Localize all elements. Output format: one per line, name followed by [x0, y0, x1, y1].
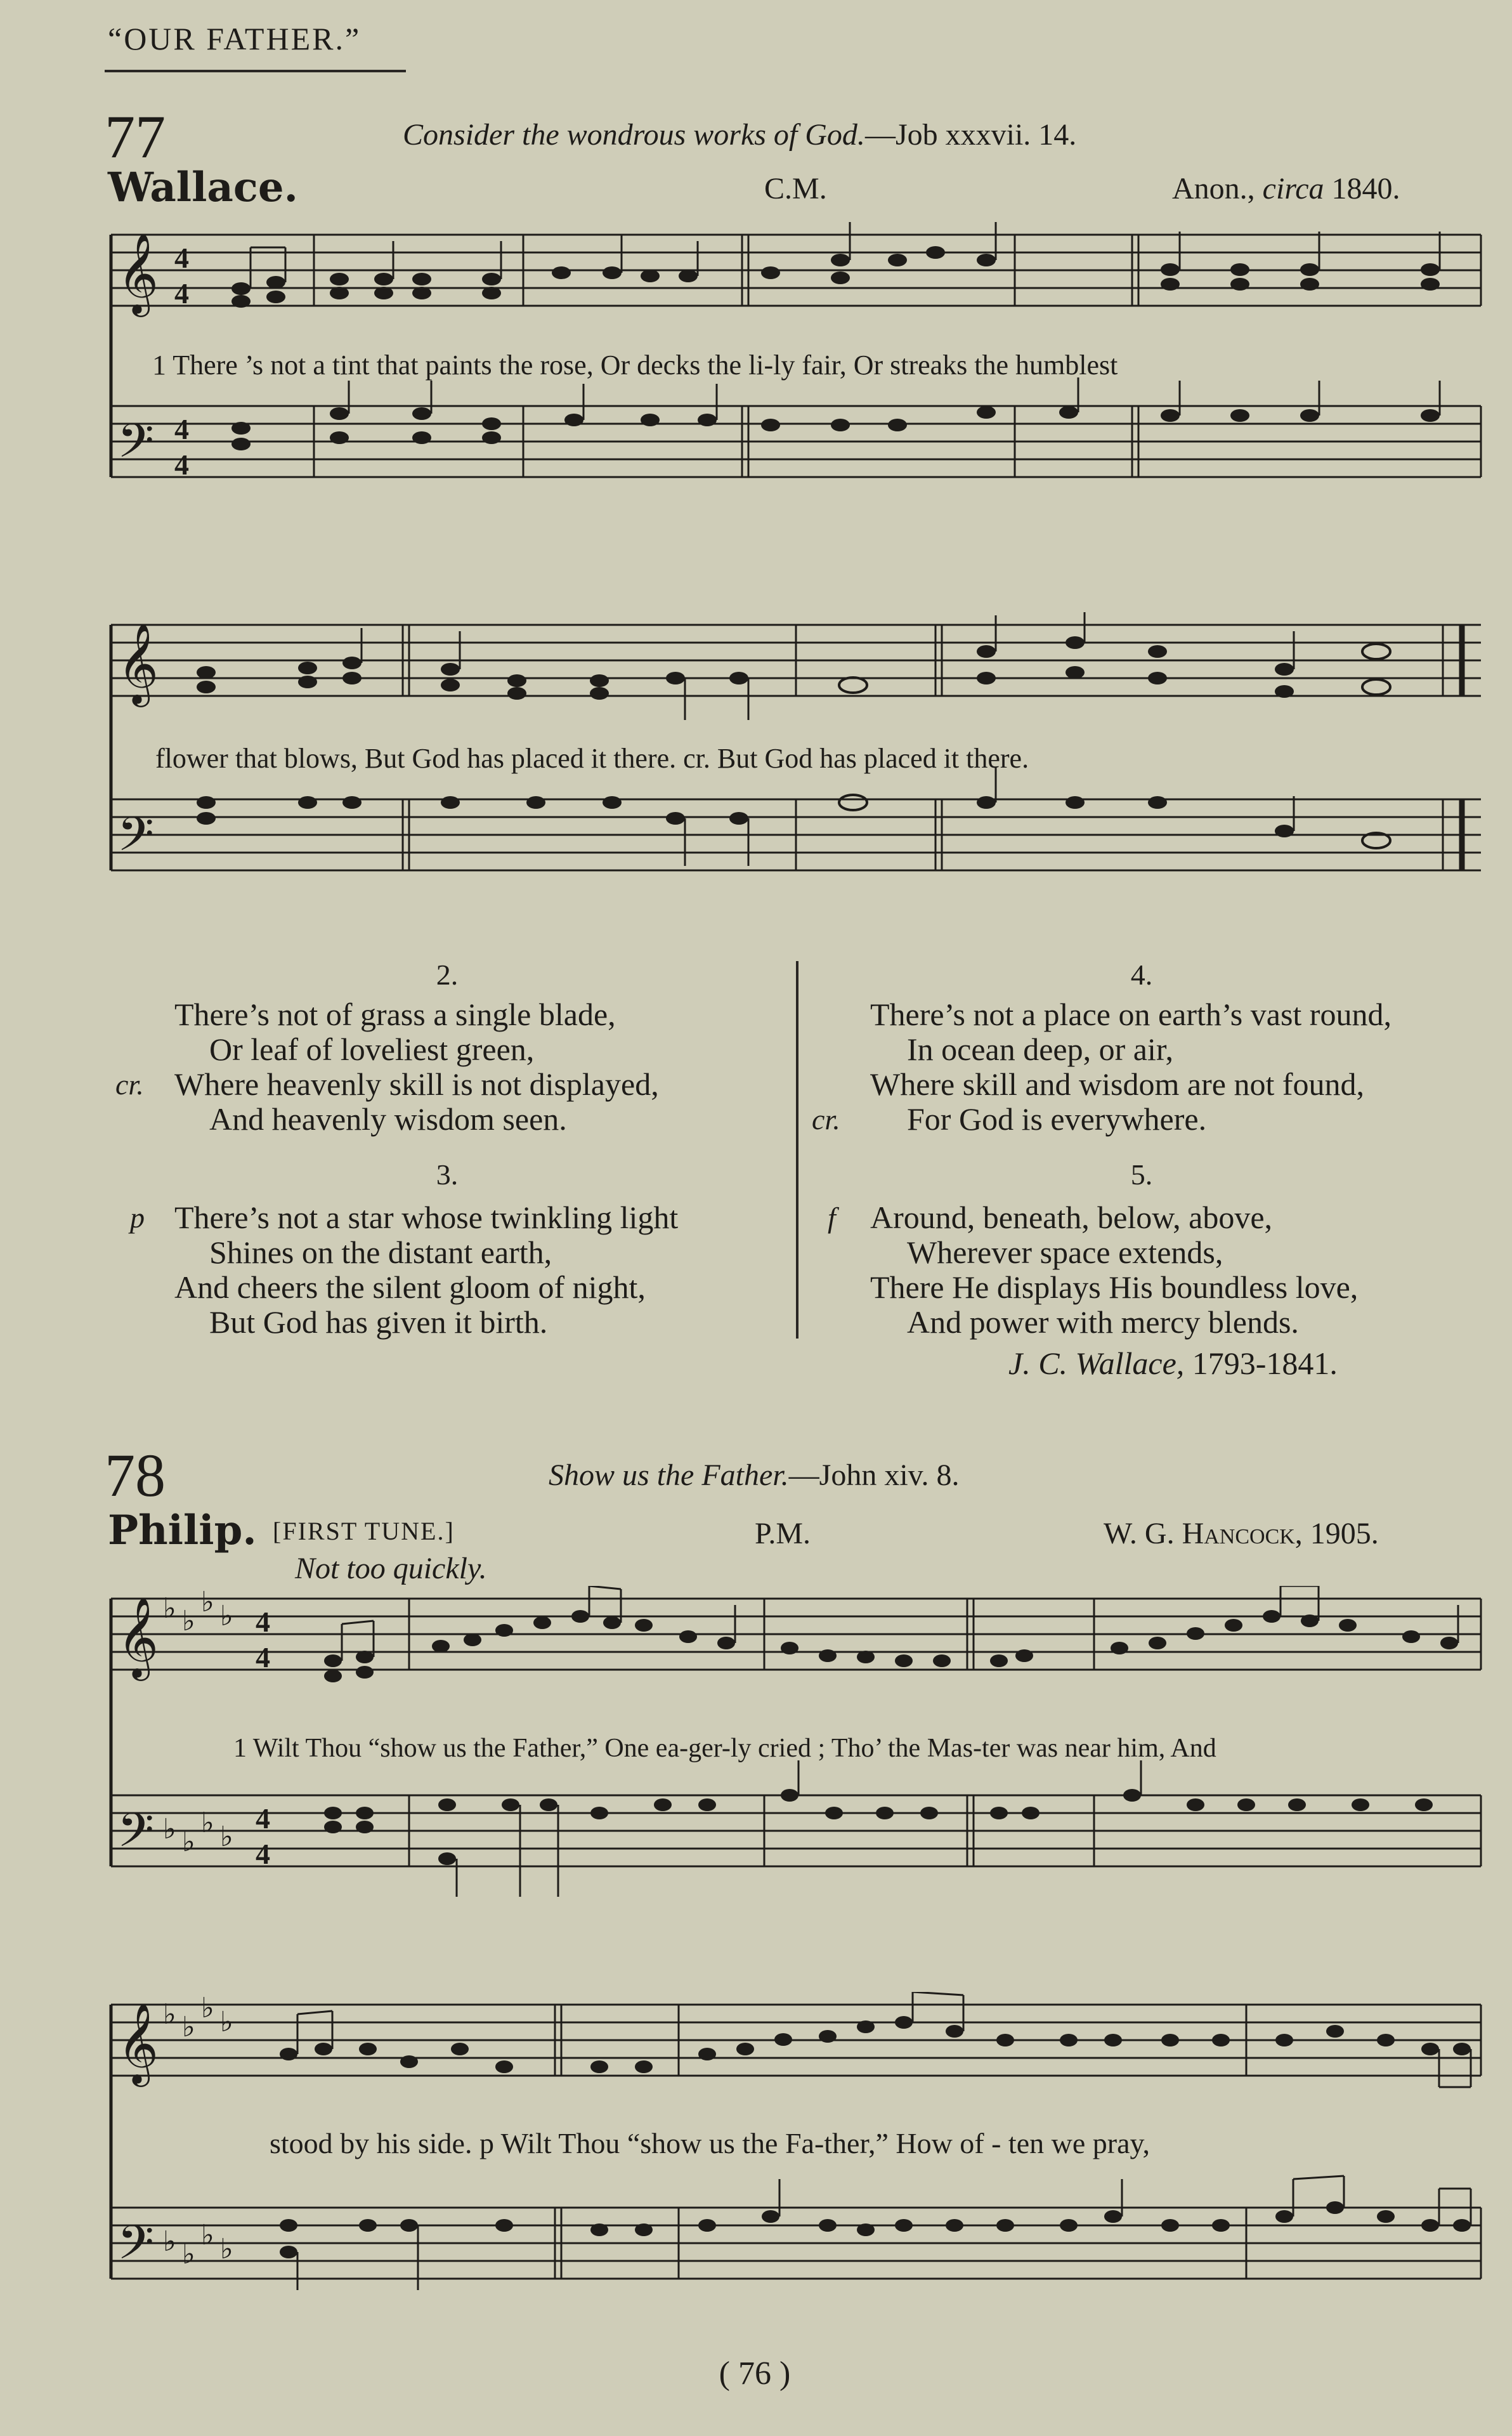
verse-5-number: 5. [1130, 1158, 1153, 1191]
hymn77-scripture-ref: —Job xxxvii. 14. [864, 118, 1077, 152]
svg-text:𝄞: 𝄞 [117, 622, 159, 704]
svg-text:♭: ♭ [163, 1999, 176, 2030]
svg-text:♭: ♭ [220, 1821, 233, 1852]
hymn78-system-2-score [105, 1992, 1487, 2334]
verse-3-line-3: And cheers the silent gloom of night, [174, 1269, 646, 1305]
svg-text:♭: ♭ [201, 1587, 214, 1618]
hymn78-scripture-ref: —John xiv. 8. [788, 1458, 960, 1492]
hymn77-scripture-text: Consider the wondrous works of God. [403, 118, 865, 152]
header-rule [105, 70, 406, 72]
svg-text:𝄞: 𝄞 [117, 232, 159, 313]
svg-text:4: 4 [174, 242, 189, 274]
hymn78-tune-name: Philip. [108, 1507, 257, 1554]
hymn-number-77: 77 [105, 103, 166, 171]
verse-2-line-3: Where heavenly skill is not displayed, [174, 1066, 659, 1102]
page-number: ( 76 ) [719, 2355, 791, 2392]
svg-text:♭: ♭ [220, 2234, 233, 2265]
verse-3-line-2: Shines on the distant earth, [209, 1234, 552, 1270]
verse-5-line-1: Around, beneath, below, above, [870, 1200, 1273, 1235]
svg-text:𝄢: 𝄢 [117, 807, 154, 874]
svg-text:♭: ♭ [182, 2012, 195, 2043]
verse-3-marker-p: p [130, 1202, 145, 1234]
hymn77-composer-circa: circa [1262, 172, 1324, 206]
verse-column-divider [796, 961, 798, 1339]
svg-text:♭: ♭ [163, 1814, 176, 1845]
verse-4-line-2: In ocean deep, or air, [907, 1031, 1173, 1067]
verse-4-line-4: For God is everywhere. [907, 1101, 1207, 1137]
svg-text:𝄢: 𝄢 [117, 1803, 154, 1870]
hymn78-tune-note: [FIRST TUNE.] [273, 1517, 455, 1545]
hymn77-composer [1172, 171, 1400, 206]
verse-3-line-4: But God has given it birth. [209, 1304, 548, 1340]
verse-4-number: 4. [1130, 959, 1153, 991]
hymn77-system-1-lyric: 1 There ’s not a tint that paints the rose, Or decks the li-ly fair, Or streaks the humblest [152, 350, 1118, 381]
svg-text:𝄞: 𝄞 [117, 1596, 159, 1677]
verse-4-marker-cr: cr. [812, 1103, 840, 1136]
running-title: “OUR FATHER.” [108, 21, 362, 56]
verse-5-line-2: Wherever space extends, [907, 1234, 1223, 1270]
verse-2-line-1: There’s not of grass a single blade, [174, 997, 616, 1032]
svg-text:4: 4 [174, 413, 189, 445]
svg-text:♭: ♭ [163, 1593, 176, 1624]
hymn77-meter: C.M. [764, 172, 827, 206]
svg-text:♭: ♭ [201, 2220, 214, 2251]
hymn78-meter: P.M. [755, 1517, 811, 1550]
svg-text:♭: ♭ [182, 1606, 195, 1637]
hymn78-system-2 [105, 1992, 1487, 2334]
hymn77-composer-prefix: Anon., [1172, 172, 1263, 206]
hymn78-composer: W. G. Hancock, 1905. [1104, 1517, 1379, 1550]
svg-text:𝄢: 𝄢 [117, 414, 154, 480]
verse-4-line-3: Where skill and wisdom are not found, [870, 1066, 1364, 1102]
hymn77-tune-name: Wallace. [108, 164, 298, 211]
svg-text:4: 4 [174, 449, 189, 481]
svg-text:4: 4 [256, 1838, 270, 1870]
verse-2-marker-cr: cr. [115, 1068, 144, 1101]
svg-text:4: 4 [256, 1641, 270, 1673]
hymn77-composer-year: 1840. [1324, 172, 1400, 206]
svg-text:4: 4 [256, 1802, 270, 1835]
svg-text:𝄢: 𝄢 [117, 2215, 154, 2282]
hymn77-system-2-lyric: flower that blows, But God has placed it there. cr. But God has placed it there. [155, 743, 1029, 774]
svg-text:4: 4 [174, 277, 189, 310]
verse-2-number: 2. [436, 959, 459, 991]
hymn77-scripture [403, 117, 1076, 152]
verse-3-number: 3. [436, 1158, 459, 1191]
svg-text:♭: ♭ [201, 1993, 214, 2024]
svg-text:♭: ♭ [182, 2239, 195, 2270]
svg-text:♭: ♭ [201, 1807, 214, 1838]
hymn-number-78: 78 [105, 1441, 166, 1509]
svg-text:4: 4 [256, 1606, 270, 1638]
svg-text:♭: ♭ [182, 1826, 195, 1857]
svg-text:♭: ♭ [163, 2226, 176, 2257]
verse-5-line-3: There He displays His boundless love, [870, 1269, 1359, 1305]
verse-2-line-4: And heavenly wisdom seen. [209, 1101, 567, 1137]
verse-5-line-4: And power with mercy blends. [907, 1304, 1299, 1340]
verse-4-line-1: There’s not a place on earth’s vast round, [870, 997, 1391, 1032]
verse-5-marker-f: f [828, 1202, 836, 1234]
hymn78-scripture-text: Show us the Father. [549, 1458, 789, 1492]
hymn78-system-1-lyric: 1 Wilt Thou “show us the Father,” One ea-ger-ly cried ; Tho’ the Mas-ter was near him, And [233, 1734, 1216, 1763]
hymn78-scripture [549, 1458, 960, 1493]
verse-3-line-1: There’s not a star whose twinkling light [174, 1200, 679, 1235]
hymn77-author [1008, 1345, 1338, 1382]
hymn78-tempo: Not too quickly. [295, 1552, 487, 1585]
svg-text:♭: ♭ [220, 1601, 233, 1632]
hymn78-system-2-lyric: stood by his side. p Wilt Thou “show us the Fa-ther,” How of - ten we pray, [270, 2127, 1150, 2159]
svg-text:♭: ♭ [220, 2007, 233, 2038]
svg-text:𝄞: 𝄞 [117, 2002, 159, 2083]
hymn77-author-name: J. C. Wallace, [1008, 1346, 1185, 1381]
hymn77-author-years: 1793-1841. [1184, 1346, 1338, 1381]
verse-2-line-2: Or leaf of loveliest green, [209, 1031, 535, 1067]
